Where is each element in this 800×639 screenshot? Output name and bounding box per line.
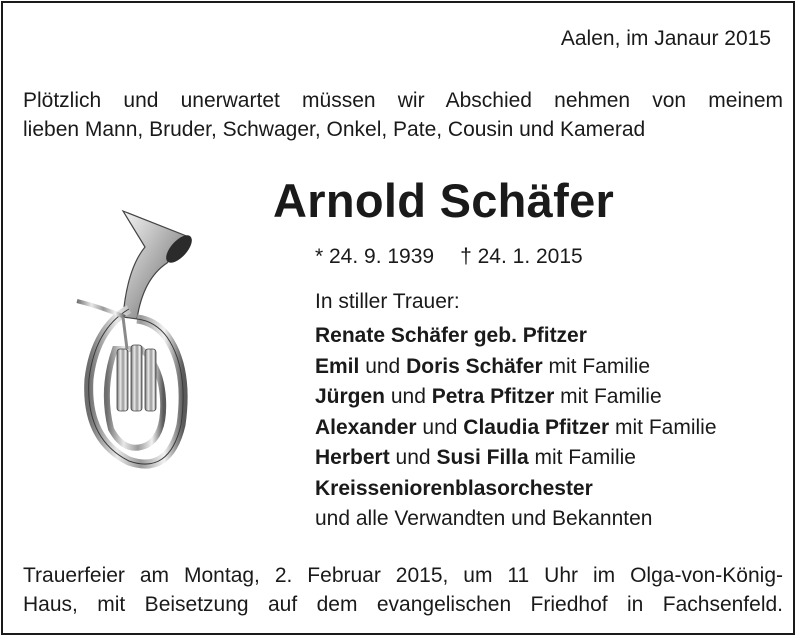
funeral-info-line-1: Trauerfeier am Montag, 2. Februar 2015, um 11 Uhr im Olga-von-König-: [23, 564, 783, 587]
place-date: Aalen, im Janaur 2015: [560, 27, 771, 50]
mourners-list: [315, 321, 717, 535]
life-dates: [315, 245, 583, 269]
mourner-line: Emil und Doris Schäfer mit Familie: [315, 354, 651, 378]
death-date: † 24. 1. 2015: [460, 245, 583, 268]
intro-text: [23, 86, 783, 144]
intro-line-2: lieben Mann, Bruder, Schwager, Onkel, Pate, Cousin und Kamerad: [23, 118, 646, 141]
tenor-horn-icon: [71, 199, 201, 489]
mourner-line: Alexander und Claudia Pfitzer mit Familie: [315, 415, 717, 439]
mourner-closing: und alle Verwandten und Bekannten: [315, 507, 653, 530]
deceased-name: Arnold Schäfer: [273, 174, 615, 227]
funeral-info: [23, 561, 783, 619]
funeral-info-line-2: Haus, mit Beisetzung auf dem evangelischen Friedhof in Fachsenfeld.: [23, 593, 783, 616]
intro-line-1: Plötzlich und unerwartet müssen wir Abschied nehmen von meinem: [23, 89, 783, 112]
mourner-line: Jürgen und Petra Pfitzer mit Familie: [315, 385, 662, 408]
mourner-line: Renate Schäfer geb. Pfitzer: [315, 324, 587, 347]
birth-date: * 24. 9. 1939: [315, 245, 435, 268]
obituary-card: [1, 1, 795, 635]
mourner-line: Kreisseniorenblasorchester: [315, 476, 593, 500]
mourning-label: In stiller Trauer:: [315, 290, 460, 313]
mourner-line: Herbert und Susi Filla mit Familie: [315, 446, 636, 469]
